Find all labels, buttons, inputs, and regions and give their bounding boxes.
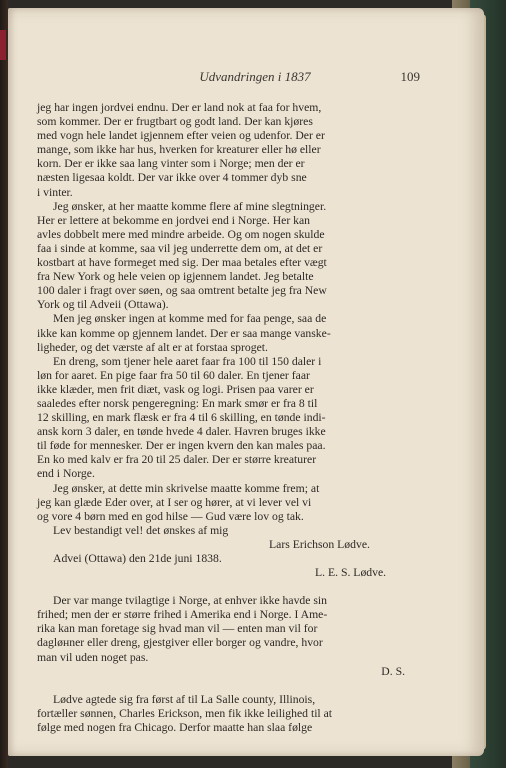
text-line: ansk korn 3 daler, en tønde hvede 4 daler. Havren bruges ikke [37,425,326,439]
text-line: som kommer. Der er frugtbart og godt land. Der kan kjøres [37,115,313,129]
text-line: korn. Der er ikke saa lang vinter som i Norge; men der er [37,157,305,171]
text-line: jeg kan glæde Eder over, at I ser og hører, at vi lever vel vi [37,495,312,509]
text-line: En dreng, som tjener hele aaret faar fra 100 til 150 daler i [53,354,322,368]
text-line: med vogn hele landet igjennem efter veien og udenfor. Der er [37,129,325,143]
text-line: fortæller sønnen, Charles Erickson, men fik ikke leilighed til at [37,706,333,720]
text-line: følge med nogen fra Chicago. Derfor maatte han slaa følge [37,720,313,734]
text-line: ikke kan komme op gjennem landet. Der er saa mange vanske- [37,326,331,340]
page-number: 109 [400,69,420,84]
page-header [150,69,420,89]
text-line: Lars Erichson Lødve. [269,537,370,551]
text-line: En ko med kalv er fra 20 til 25 daler. Der er større kreaturer [37,453,317,467]
text-line: Der var mange tvilagtige i Norge, at enhver ikke havde sin [53,594,328,608]
paragraph-gap [37,580,415,594]
text-line: ligheder, og det værste af alt er at forstaa sproget. [37,340,268,354]
text-line: avles dobbelt mere med mindre arbeide. Og om nogen skulde [37,227,325,241]
text-line: 100 daler i fragt over søen, og saa omtrent betalte jeg fra New [37,284,327,298]
running-title: Udvandringen i 1837 [199,69,311,84]
text-line: dagløнner eller dreng, gjestgiver eller borger og vandre, hvor [37,636,323,650]
body-text [37,101,415,735]
text-line: York og til Adveii (Ottawa). [37,298,169,312]
text-line: Men jeg ønsker ingen at komme med for faa penge, saa de [53,312,327,326]
text-line: Jeg ønsker, at her maatte komme flere af mine slegtninger. [53,199,327,213]
text-line: Jeg ønsker, at dette min skrivelse maatte komme frem; at [53,481,320,495]
text-line: i vinter. [37,185,73,199]
text-line: faa i sinde at komme, saa vil jeg underrette dem om, at det er [37,241,323,255]
text-line: fra New York og hele veien op igjennem landet. Jeg betalte [37,270,314,284]
text-line: Lev bestandigt vel! det ønskes af mig [53,523,229,537]
text-line: 12 skilling, en mark flæsk er fra 4 til 6 skilling, en tønde indi- [37,411,326,425]
text-line: D. S. [381,664,405,678]
text-line: man vil uden noget pas. [37,650,149,664]
text-line: Her er lettere at bekomme en jordvei end i Norge. Her kan [37,213,311,227]
text-line: saaledes efter norsk pengeregning: En mark smør er fra 8 til [37,396,318,410]
text-line: Lødve agtede sig fra først af til La Salle county, Illinois, [53,692,316,706]
text-line: til føde for mennesker. Der er ingen kvern den kan males paa. [37,439,326,453]
text-line: frihed; men der er større frihed i Amerika end i Norge. I Ame- [37,608,328,622]
text-line: Advei (Ottawa) den 21de juni 1838. [53,552,222,565]
text-line: løn for aaret. En pige faar fra 50 til 60 daler. En tjener faar [37,368,310,382]
paragraph-gap [37,679,415,693]
book-spine-marker [0,30,6,60]
text-line: L. E. S. Lødve. [315,566,387,580]
text-line: og vore 4 børn med en god hilse — Gud være lov og tak. [37,509,304,523]
text-line: kostbart at have formeget med sig. Der maa betales efter vægt [37,256,327,270]
text-line: næsten ligesaa koldt. Der var ikke over 4 tommer dyb sne [37,171,307,185]
text-line: jeg har ingen jordvei endnu. Der er land nok at faa for hvem, [37,101,322,114]
text-line: rika kan man foretage sig hvad man vil — enten man vil for [37,622,318,636]
text-line: mange, som ikke har hus, hverken for kreaturer eller hø eller [37,143,321,157]
text-line: ikke klæder, men frit diæt, vask og logi. Prisen paa varer er [37,382,314,396]
text-line: end i Norge. [37,467,95,481]
book-spine-shadow [0,0,8,768]
